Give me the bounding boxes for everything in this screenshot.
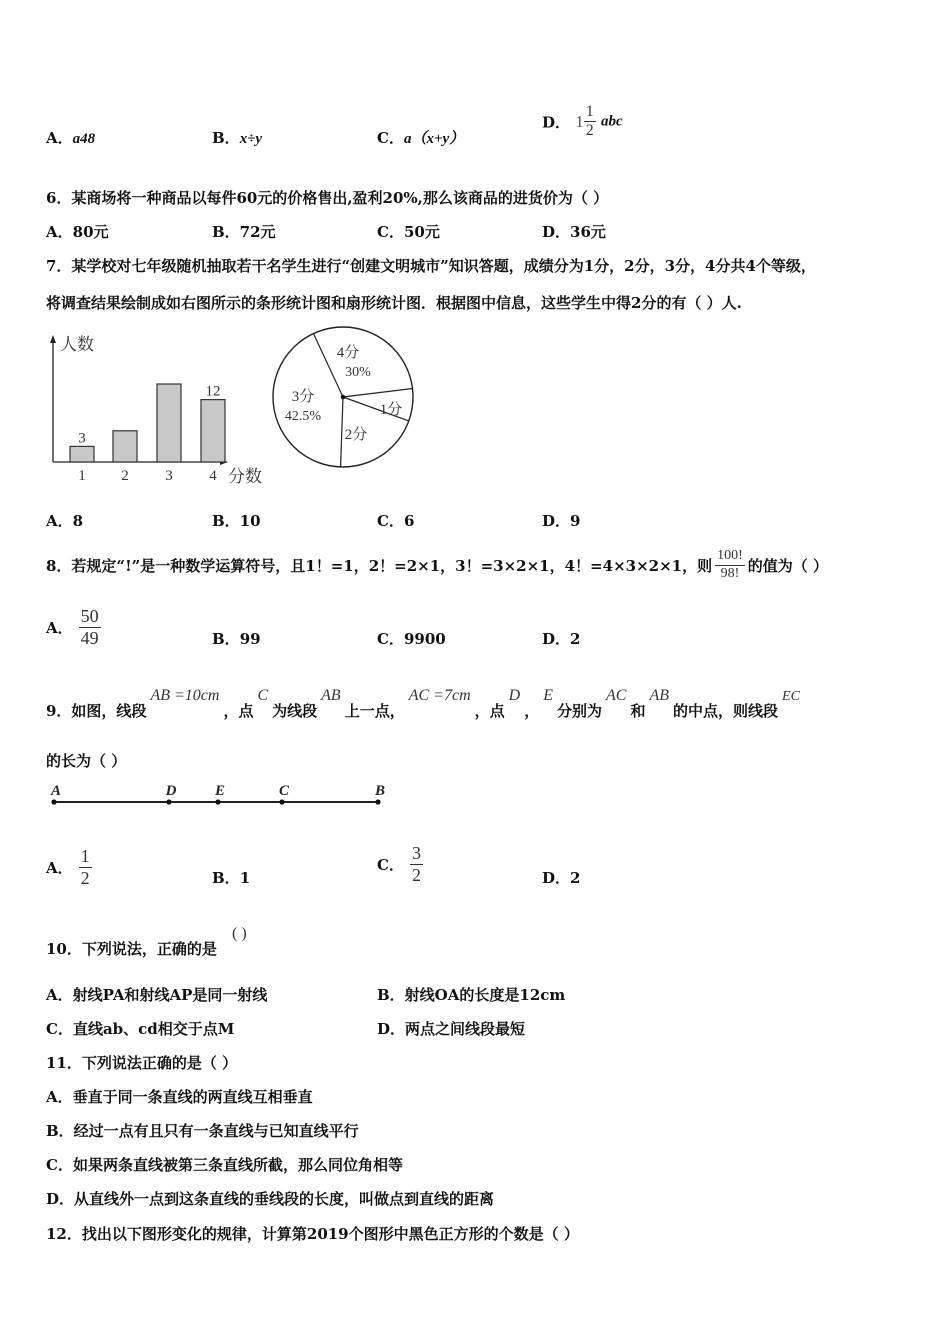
tick-label-3: 3 bbox=[165, 468, 173, 484]
q5-option-a bbox=[46, 127, 95, 148]
point-label-B: B bbox=[374, 783, 386, 799]
q10-option-d: D．两点之间线段最短 bbox=[377, 1020, 526, 1038]
fraction-denominator: 2 bbox=[80, 867, 90, 888]
q9-math: C bbox=[257, 687, 269, 704]
point-B bbox=[375, 799, 380, 804]
q9-text: 为线段 bbox=[272, 702, 318, 720]
option-letter: B． bbox=[212, 869, 240, 887]
q9-stem bbox=[46, 686, 800, 726]
fraction bbox=[410, 843, 423, 885]
bar-2 bbox=[113, 431, 137, 462]
q5-option-d bbox=[542, 103, 623, 141]
point-C bbox=[279, 799, 284, 804]
q8-option-b bbox=[212, 628, 261, 649]
option-value: x÷y bbox=[239, 131, 263, 147]
option-value: 1 bbox=[239, 869, 251, 887]
q10-option-c: C．直线ab、cd相交于点M bbox=[46, 1020, 235, 1038]
option-letter: D． bbox=[542, 630, 571, 648]
q8-prefix: 8．若规定“!”是一种数学运算符号，且1！=1，2！=2×1，3！=3×2×1，4！=4×3×2×1，则 bbox=[46, 556, 713, 575]
q8-option-d bbox=[542, 628, 580, 649]
slice-label-3: 3分 bbox=[291, 389, 315, 405]
q9-math: AB bbox=[321, 687, 341, 704]
data-label-1: 3 bbox=[78, 430, 86, 447]
option-value: 2 bbox=[570, 869, 581, 887]
option-value: 2 bbox=[570, 630, 581, 648]
q9-text: 上一点， bbox=[344, 702, 405, 720]
point-label-D: D bbox=[165, 783, 177, 799]
fraction bbox=[79, 846, 92, 888]
q9-math: AC bbox=[606, 687, 627, 704]
tick-label-4: 4 bbox=[209, 468, 217, 484]
mixed-whole: 1 bbox=[575, 111, 584, 131]
q9-math: D bbox=[508, 687, 521, 704]
data-label-4: 12 bbox=[205, 383, 221, 400]
option-value: a48 bbox=[72, 131, 96, 147]
q6-option-b: B．72元 bbox=[212, 223, 276, 241]
point-A bbox=[51, 799, 56, 804]
slice-pct-4: 30% bbox=[345, 365, 371, 380]
option-letter: B． bbox=[212, 129, 240, 147]
q5-option-c bbox=[377, 127, 464, 148]
slice-pct-3: 42.5% bbox=[284, 409, 322, 424]
q5-option-b bbox=[212, 127, 262, 148]
q9-text: 和 bbox=[630, 702, 646, 720]
q10-paren: ( ) bbox=[232, 925, 247, 942]
q9-option-b bbox=[212, 867, 250, 888]
fraction-denominator: 2 bbox=[411, 864, 421, 885]
tick-label-1: 1 bbox=[78, 468, 86, 484]
q12-stem: 12．找出以下图形变化的规律，计算第2019个图形中黑色正方形的个数是（ ） bbox=[46, 1225, 579, 1243]
option-value: a（x+y） bbox=[403, 131, 465, 147]
q7-stem-line1: 7．某学校对七年级随机抽取若干名学生进行“创建文明城市”知识答题，成绩分为1分，2分，3分，4分共4个等级， bbox=[46, 257, 816, 275]
q9-math: EC bbox=[782, 689, 800, 704]
y-axis-label: 人数 bbox=[60, 335, 94, 354]
q11-stem: 11．下列说法正确的是（ ） bbox=[46, 1054, 238, 1072]
option-letter: D． bbox=[542, 869, 571, 887]
q11-option-a: A．垂直于同一条直线的两直线互相垂直 bbox=[46, 1088, 313, 1106]
bar-1 bbox=[70, 446, 94, 462]
fraction-denominator: 2 bbox=[585, 122, 594, 140]
q8-option-c bbox=[377, 628, 446, 649]
q11-option-b: B．经过一点有且只有一条直线与已知直线平行 bbox=[46, 1122, 359, 1140]
q9-math: AB =10cm bbox=[150, 687, 220, 704]
fraction bbox=[584, 103, 596, 141]
q8-stem bbox=[46, 543, 828, 587]
q9-text: 9．如图，线段 bbox=[46, 702, 147, 720]
fraction-numerator: 3 bbox=[411, 842, 421, 863]
q9-text: 的中点，则线段 bbox=[673, 702, 779, 720]
q9-math: AC =7cm bbox=[408, 687, 471, 704]
q8-suffix: 的值为（ ） bbox=[747, 556, 828, 575]
y-axis-arrow bbox=[50, 335, 56, 343]
fraction bbox=[79, 606, 101, 648]
q9-option-d bbox=[542, 867, 580, 888]
option-value: 99 bbox=[239, 630, 261, 648]
q9-text: 分别为 bbox=[557, 702, 603, 720]
slice-label-1: 1分 bbox=[379, 402, 403, 418]
fraction-numerator: 100! bbox=[715, 548, 745, 565]
fraction-denominator: 98! bbox=[720, 565, 740, 581]
q10-stem: 10．下列说法，正确的是 bbox=[46, 940, 217, 958]
option-letter: D． bbox=[542, 113, 571, 132]
segment-figure bbox=[40, 778, 390, 812]
q6-option-c: C．50元 bbox=[377, 223, 440, 241]
pie-center bbox=[341, 395, 346, 400]
fraction-numerator: 50 bbox=[80, 605, 99, 626]
q11-option-d: D．从直线外一点到这条直线的垂线段的长度，叫做点到直线的距离 bbox=[46, 1190, 495, 1208]
q8-option-a bbox=[46, 602, 101, 652]
q7-option-b: B．10 bbox=[212, 512, 261, 530]
q9-stem-line2: 的长为（ ） bbox=[46, 752, 127, 770]
q9-option-c bbox=[377, 840, 423, 888]
q9-math: E bbox=[543, 687, 553, 704]
q9-math: AB bbox=[649, 687, 670, 704]
option-letter: B． bbox=[212, 630, 240, 648]
fraction-numerator: 1 bbox=[584, 103, 596, 122]
q9-text: ，点 bbox=[223, 702, 254, 720]
tick-label-2: 2 bbox=[121, 468, 129, 484]
q11-option-c: C．如果两条直线被第三条直线所截，那么同位角相等 bbox=[46, 1156, 403, 1174]
q7-option-c: C．6 bbox=[377, 512, 415, 530]
bar-4 bbox=[201, 400, 225, 462]
q10-option-a: A．射线PA和射线AP是同一射线 bbox=[46, 986, 268, 1004]
point-E bbox=[215, 799, 220, 804]
option-letter: C． bbox=[377, 855, 404, 874]
option-value: 9900 bbox=[403, 630, 446, 648]
fraction bbox=[715, 548, 745, 581]
option-value: abc bbox=[600, 113, 623, 130]
q6-stem: 6．某商场将一种商品以每件60元的价格售出,盈利20%,那么该商品的进货价为（ ） bbox=[46, 189, 609, 207]
point-label-E: E bbox=[214, 783, 226, 799]
q9-option-a bbox=[46, 843, 92, 891]
pie-chart bbox=[268, 326, 423, 474]
option-letter: C． bbox=[377, 630, 404, 648]
point-D bbox=[166, 799, 171, 804]
q9-text: ，点 bbox=[474, 702, 505, 720]
option-letter: C． bbox=[377, 129, 404, 147]
q10-option-b: B．射线OA的长度是12cm bbox=[377, 986, 566, 1004]
bar-3 bbox=[157, 384, 181, 462]
point-label-A: A bbox=[50, 783, 62, 799]
fraction-denominator: 49 bbox=[80, 627, 99, 648]
bar-chart bbox=[40, 330, 275, 490]
q7-option-a: A．8 bbox=[46, 512, 84, 530]
q6-option-a: A．80元 bbox=[46, 223, 109, 241]
fraction-numerator: 1 bbox=[80, 845, 90, 866]
option-letter: A． bbox=[46, 129, 73, 147]
x-axis-label: 分数 bbox=[228, 467, 262, 486]
q7-stem-line2: 将调查结果绘制成如右图所示的条形统计图和扇形统计图．根据图中信息，这些学生中得2分的有（ ）人. bbox=[46, 294, 742, 312]
point-label-C: C bbox=[278, 783, 290, 799]
option-letter: A． bbox=[46, 618, 73, 637]
q9-text: ， bbox=[524, 702, 540, 720]
slice-label-4: 4分 bbox=[336, 345, 360, 361]
option-letter: A． bbox=[46, 858, 73, 877]
q6-option-d: D．36元 bbox=[542, 223, 606, 241]
q7-option-d: D．9 bbox=[542, 512, 581, 530]
slice-label-2: 2分 bbox=[344, 427, 368, 443]
